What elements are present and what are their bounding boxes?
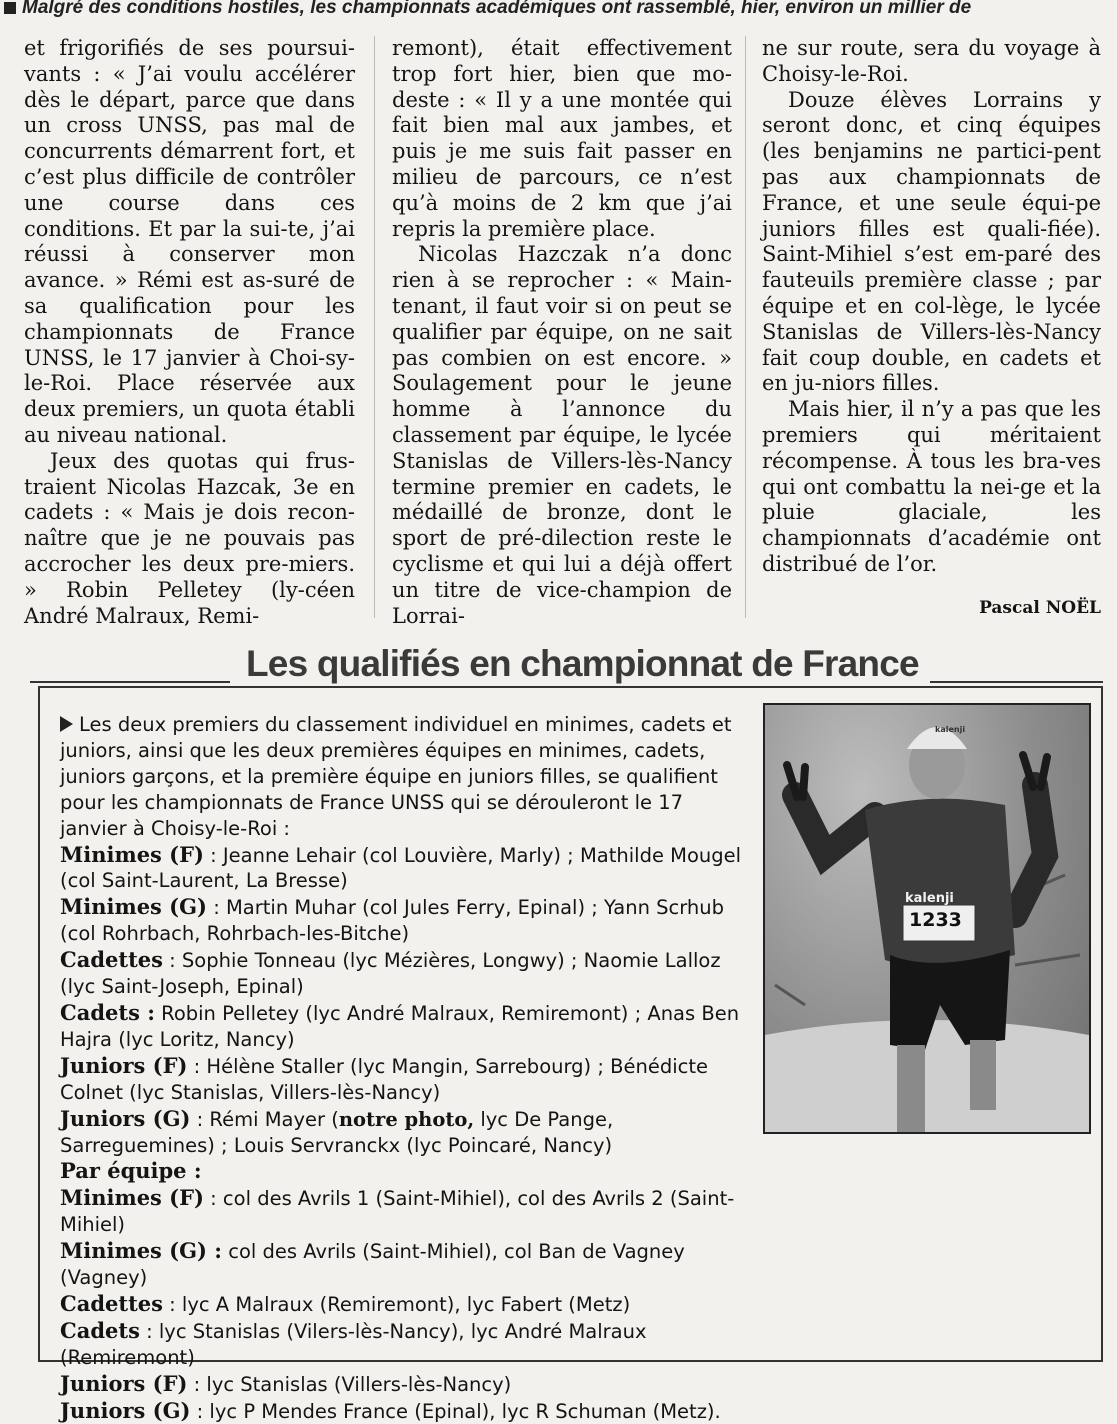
list-item: Cadets : lyc Stanislas (Vilers-lès-Nancy), lyc André Malraux (Remiremont) xyxy=(60,1317,647,1369)
article-column-2 xyxy=(392,36,732,629)
hat-brand: kalenji xyxy=(935,725,966,734)
list-item: Juniors (G) : lyc P Mendes France (Epinal), lyc R Schuman (Metz). xyxy=(60,1397,721,1423)
category-label: Cadets xyxy=(60,1317,140,1343)
column-divider xyxy=(745,36,746,618)
shirt-brand: kalenji xyxy=(905,891,954,906)
kicker-strip xyxy=(0,0,1117,20)
category-label: Minimes (G) : xyxy=(60,1238,223,1264)
triangle-bullet-icon xyxy=(60,716,73,732)
category-label: Juniors (G) xyxy=(60,1397,191,1423)
box-heading xyxy=(30,645,1103,691)
category-label: Minimes (F) xyxy=(60,1185,204,1211)
photo-reference: notre photo, xyxy=(338,1107,475,1131)
list-item: Juniors (F) : lyc Stanislas (Villers-lès-Nancy) xyxy=(60,1370,512,1396)
qualified-list xyxy=(60,712,750,1424)
article-paragraph: Nicolas Hazczak n’a donc rien à se reprocher : « Main-tenant, il faut voir si on peut se qualifier par équipe, on ne sait pas combien on est encore. » Soulagement pour le jeune homme à l’annonce du classement par équipe, le lycée Stanislas de Villers-lès-Nancy termine premier en cadets, le médaillé de bronze, dont le sport de pré-dilection reste le cyclisme et qui lui a déjà offert un titre de vice-champion de Lorrai- xyxy=(392,242,732,628)
kicker-text: Malgré des conditions hostiles, les championnats académiques ont rassemblé, hier, environ un millier de xyxy=(22,0,972,18)
list-item: Cadettes : Sophie Tonneau (lyc Mézières, Longwy) ; Naomie Lalloz (lyc Saint-Joseph, Epinal) xyxy=(60,947,721,999)
article-paragraph: et frigorifiés de ses poursui-vants : « J’ai voulu accélérer dès le départ, parce que dans un cross UNSS, pas mal de concurrents démarrent fort, et c’est plus difficile de contrôler une course dans ces conditions. Et par la sui-te, j’ai réussi à conserver mon avance. » Rémi est as-suré de sa qualification pour les championnats de France UNSS, le 17 janvier à Choi-sy-le-Roi. Place réservée aux deux premiers, un quota établi au niveau national. xyxy=(24,36,355,447)
box-intro: Les deux premiers du classement individuel en minimes, cadets et juniors, ainsi que les deux premières équipes en minimes, cadets, juniors garçons, et la première équipe en juniors filles, se qualifient pour les championnats de France UNSS qui se dérouleront le 17 janvier à Choisy-le-Roi : xyxy=(60,713,732,840)
article-paragraph: Mais hier, il n’y a pas que les premiers qui méritaient récompense. À tous les bra-ves qui ont combattu la nei-ge et la pluie glaciale, les championnats d’académie ont distribué de l’or. xyxy=(762,397,1101,576)
author-signature: Pascal NOËL xyxy=(979,598,1101,618)
category-label: Minimes (F) xyxy=(60,841,204,867)
box-title: Les qualifiés en championnat de France xyxy=(240,643,925,685)
category-label: Cadettes xyxy=(60,947,163,973)
list-item: Minimes (F) : col des Avrils 1 (Saint-Mihiel), col des Avrils 2 (Saint-Mihiel) xyxy=(60,1185,735,1237)
category-label: Cadets : xyxy=(60,999,155,1025)
article-paragraph: remont), était effectivement trop fort hier, bien que mo-deste : « Il y a une montée qui fait bien mal aux jambes, et puis je me suis fait passer en milieu de parcours, ce n’est qu’à moins de 2 km que j’ai repris la première place. xyxy=(392,36,732,241)
category-label: Minimes (G) xyxy=(60,894,207,920)
article-paragraph: Jeux des quotas qui frus-traient Nicolas Hazcak, 3e en cadets : « Mais je dois recon-naître que je ne pouvais pas accrocher les deux pre-miers. » Robin Pelletey (ly-céen André Malraux, Remi- xyxy=(24,448,355,628)
article-column-3 xyxy=(762,36,1101,578)
list-item: Juniors (F) : Hélène Staller (lyc Mangin, Sarrebourg) ; Bénédicte Colnet (lyc Stanislas, Villers-lès-Nancy) xyxy=(60,1052,708,1104)
category-label: Cadettes xyxy=(60,1290,163,1316)
article-paragraph: Douze élèves Lorrains y seront donc, et cinq équipes (les benjamins ne partici-pent pas aux championnats de France, et une seule équi-pe juniors filles est quali-fiée). Saint-Mihiel s’est em-paré des fauteuils première classe ; par équipe et en col-lège, le lycée Stanislas de Villers-lès-Nancy fait coup double, en cadets et en ju-niors filles. xyxy=(762,87,1101,396)
runner-photo xyxy=(763,703,1091,1134)
list-item: Cadettes : lyc A Malraux (Remiremont), lyc Fabert (Metz) xyxy=(60,1290,631,1316)
list-item: Minimes (G) : col des Avrils (Saint-Mihiel), col Ban de Vagney (Vagney) xyxy=(60,1238,685,1290)
list-item: Minimes (F) : Jeanne Lehair (col Louvière, Marly) ; Mathilde Mougel (col Saint-Laurent, La Bresse) xyxy=(60,841,742,893)
category-label: Juniors (F) xyxy=(60,1052,188,1078)
article-column-1 xyxy=(24,36,355,629)
list-item: Cadets : Robin Pelletey (lyc André Malraux, Remiremont) ; Anas Ben Hajra (lyc Loritz, Nancy) xyxy=(60,999,740,1051)
team-heading: Par équipe : xyxy=(60,1158,202,1184)
article-paragraph: ne sur route, sera du voyage à Choisy-le-Roi. xyxy=(762,36,1101,86)
bib-number: 1233 xyxy=(909,909,962,931)
heading-rule-right xyxy=(930,681,1103,683)
list-item: Minimes (G) : Martin Muhar (col Jules Ferry, Epinal) ; Yann Scrhub (col Rohrbach, Rohrbach-les-Bitche) xyxy=(60,894,724,946)
heading-rule-left xyxy=(30,681,230,683)
column-divider xyxy=(374,36,375,618)
category-label: Juniors (G) xyxy=(60,1105,191,1131)
category-label: Juniors (F) xyxy=(60,1370,188,1396)
bullet-square-icon xyxy=(4,2,16,14)
list-item: Juniors (G) : Rémi Mayer (notre photo, lyc De Pange, Sarreguemines) ; Louis Servranckx (lyc Poincaré, Nancy) xyxy=(60,1105,614,1157)
